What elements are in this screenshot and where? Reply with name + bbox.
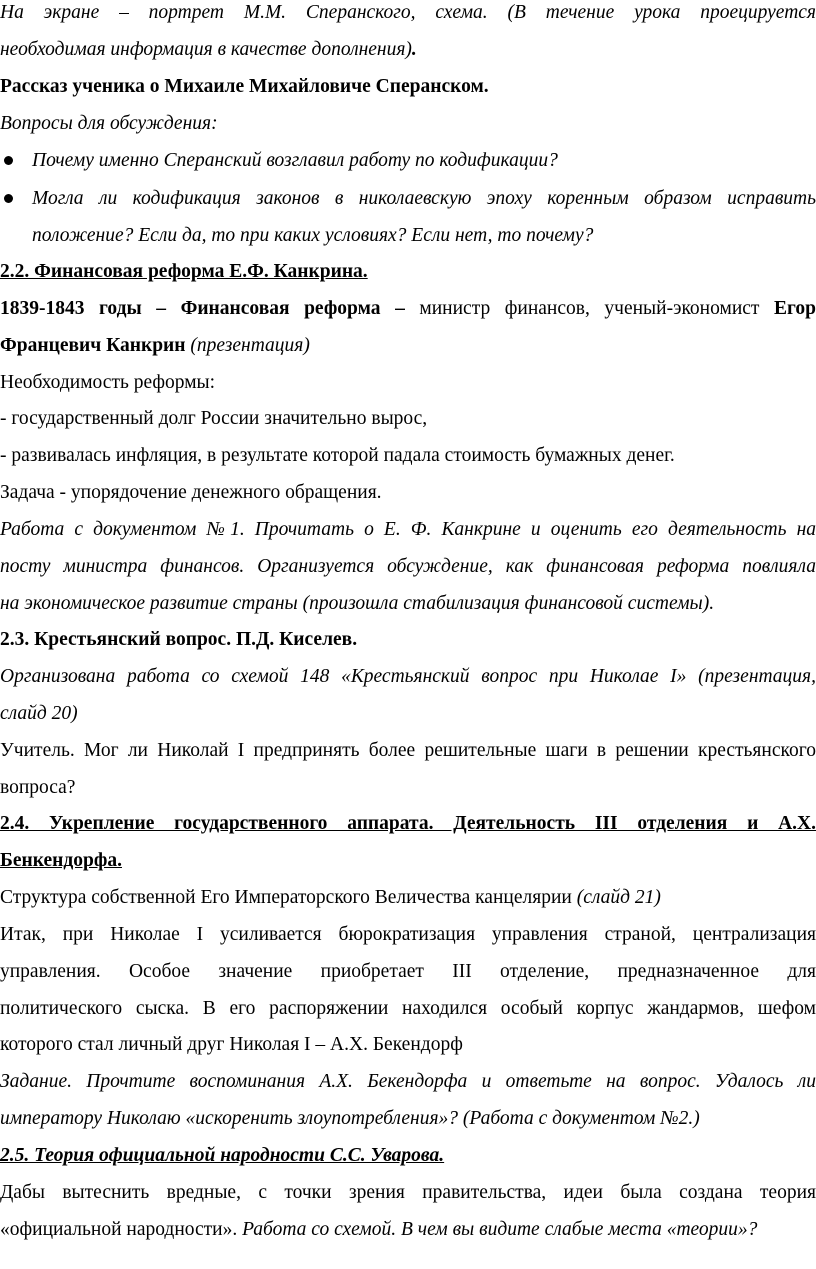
scheme-line-1: Организована работа со схемой 148 «Крестьянский вопрос при Николае I» (презентация, xyxy=(0,666,816,687)
doc1-line-1: Работа с документом №1. Прочитать о Е. Ф. Канкрине и оценить его деятельность на xyxy=(0,519,816,540)
questions-title: Вопросы для обсуждения: xyxy=(0,113,218,134)
theory-term: «официальной народности». xyxy=(0,1219,238,1240)
need-title: Необходимость реформы: xyxy=(0,372,216,393)
theory-line-2 xyxy=(0,1217,816,1243)
section-2-2-title: 2.2. Финансовая реформа Е.Ф. Канкрина. xyxy=(0,261,368,282)
bureaucracy-line-3: политического сыска. В его распоряжении находился особый корпус жандармов, шефом xyxy=(0,998,816,1019)
section-2-5-title: 2.5. Теория официальной народности С.С. Уварова. xyxy=(0,1145,445,1166)
need-item-1: - государственный долг России значительно вырос, xyxy=(0,408,428,429)
theory-line-1: Дабы вытеснить вредные, с точки зрения правительства, идеи была создана теория xyxy=(0,1182,816,1203)
doc1-text: на экономическое развитие страны (произошла стабилизация финансовой системы) xyxy=(0,593,710,614)
chancellery-slide: (слайд 21) xyxy=(571,887,661,908)
theory-question: Работа со схемой. В чем вы видите слабые места «теории»? xyxy=(237,1219,758,1240)
chancellery-text: Структура собственной Его Императорского Величества канцелярии xyxy=(0,887,572,908)
student-story-heading: Рассказ ученика о Михаиле Михайловиче Сперанском. xyxy=(0,76,489,97)
section-2-3-title: 2.3. Крестьянский вопрос. П.Д. Киселев. xyxy=(0,629,358,650)
scheme-line-2: слайд 20) xyxy=(0,703,78,724)
need-item-2: - развивалась инфляция, в результате которой падала стоимость бумажных денег. xyxy=(0,445,675,466)
assignment-line-1: Задание. Прочтите воспоминания А.Х. Бекендорфа и ответьте на вопрос. Удалось ли xyxy=(0,1071,816,1092)
reform-minister: министр финансов, ученый-экономист xyxy=(404,298,775,319)
reform-name-first: Егор xyxy=(774,298,816,319)
reform-years: 1839-1843 годы – Финансовая реформа – xyxy=(0,298,405,319)
doc1-period: . xyxy=(709,593,715,614)
question-1: Почему именно Сперанский возглавил работу по кодификации? xyxy=(32,150,558,171)
chancellery-line xyxy=(0,885,816,911)
section-2-4-title-line-2: Бенкендорфа. xyxy=(0,850,122,871)
teacher-line-2: вопроса? xyxy=(0,777,76,798)
question-2-line-1: Могла ли кодификация законов в николаевскую эпоху коренным образом исправить xyxy=(32,188,816,209)
reform-line-1 xyxy=(0,296,816,322)
bureaucracy-line-2: управления. Особое значение приобретает III отделение, предназначенное для xyxy=(0,961,816,982)
teacher-line-1: Учитель. Мог ли Николай I предпринять более решительные шаги в решении крестьянского xyxy=(0,740,816,761)
question-2-line-2: положение? Если да, то при каких условиях? Если нет, то почему? xyxy=(32,225,594,246)
reform-presentation: (презентация) xyxy=(185,335,310,356)
intro-text: необходимая информация в качестве дополнения) xyxy=(0,39,412,60)
doc1-line-2: посту министра финансов. Организуется обсуждение, как финансовая реформа повлияла xyxy=(0,556,816,577)
intro-line-2 xyxy=(0,37,816,63)
doc1-line-3 xyxy=(0,591,816,617)
task-line: Задача - упорядочение денежного обращения. xyxy=(0,482,382,503)
bureaucracy-line-4: которого стал личный друг Николая I – А.Х. Бекендорф xyxy=(0,1034,463,1055)
assignment-line-2: императору Николаю «искоренить злоупотребления»? (Работа с документом №2.) xyxy=(0,1108,700,1129)
section-2-4-title-line-1: 2.4. Укрепление государственного аппарата. Деятельность III отделения и А.Х. xyxy=(0,813,816,834)
reform-name-rest: Францевич Канкрин xyxy=(0,335,186,356)
bullet-dot xyxy=(4,156,13,165)
bullet-dot xyxy=(4,194,13,203)
reform-line-2 xyxy=(0,333,816,359)
intro-line-1: На экране – портрет М.М. Сперанского, схема. (В течение урока проецируется xyxy=(0,2,816,23)
intro-period: . xyxy=(411,39,417,60)
bureaucracy-line-1: Итак, при Николае I усиливается бюрократизация управления страной, централизация xyxy=(0,924,816,945)
